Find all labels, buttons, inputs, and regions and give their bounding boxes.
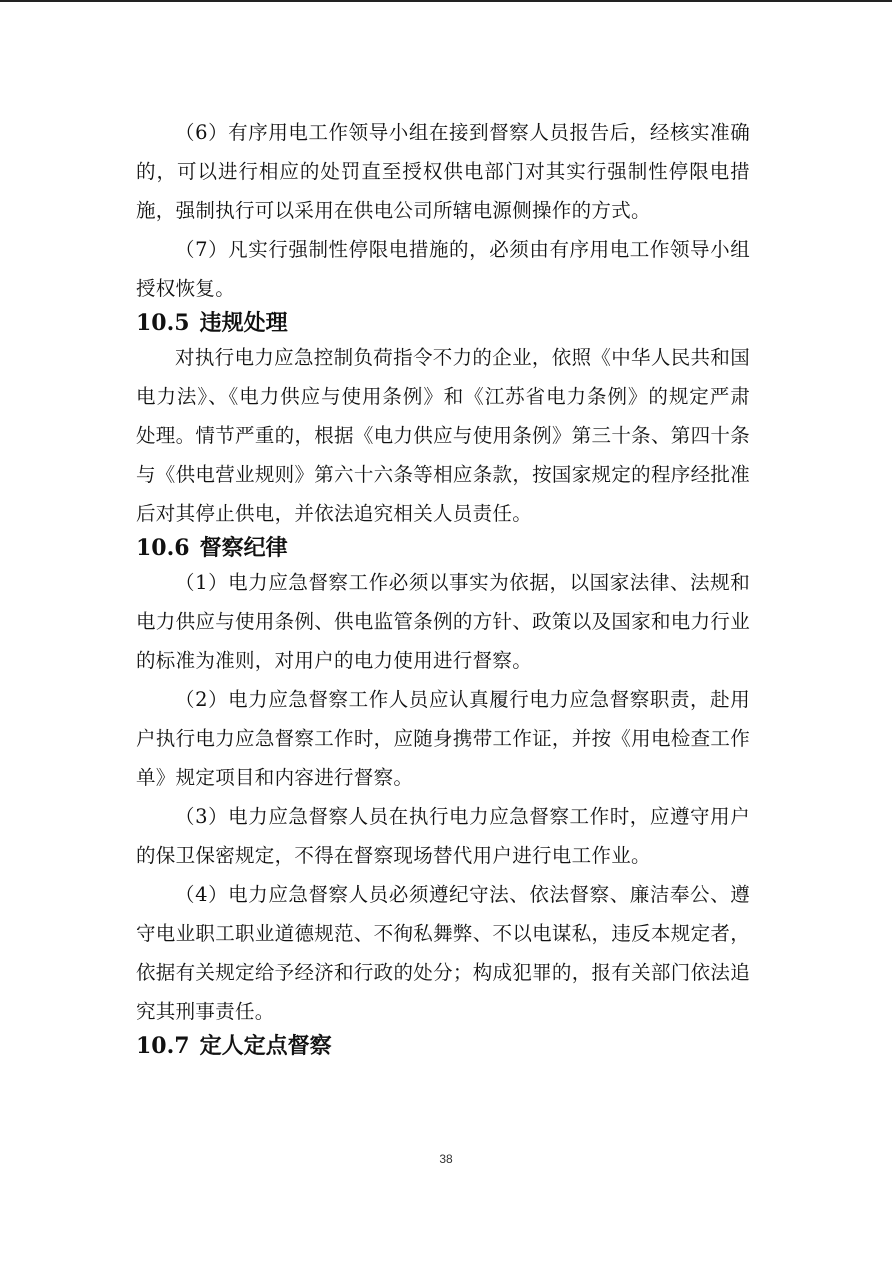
paragraph: （7）凡实行强制性停限电措施的，必须由有序用电工作领导小组授权恢复。 — [136, 238, 750, 300]
section-number: 10.6 — [136, 535, 190, 561]
section-number: 10.5 — [136, 310, 190, 336]
paragraph: 对执行电力应急控制负荷指令不力的企业，依照《中华人民共和国电力法》、《电力供应与使用条例》和《江苏省电力条例》的规定严肃处理。情节严重的，根据《电力供应与使用条例》第三十条、第四十条与《供电营业规则》第六十六条等相应条款，按国家规定的程序经批准后对其停止供电，并依法追究相关人员责任。 — [136, 346, 750, 525]
document-body — [136, 113, 750, 1061]
page-top-border — [0, 0, 892, 2]
section-heading-10-7 — [136, 1031, 750, 1061]
paragraph: （3）电力应急督察人员在执行电力应急督察工作时，应遵守用户的保卫保密规定，不得在督察现场替代用户进行电工作业。 — [136, 805, 750, 867]
section-title: 定人定点督察 — [199, 1033, 332, 1059]
section-heading-10-5 — [136, 308, 750, 338]
paragraph: （2）电力应急督察工作人员应认真履行电力应急督察职责，赴用户执行电力应急督察工作时，应随身携带工作证，并按《用电检查工作单》规定项目和内容进行督察。 — [136, 688, 750, 789]
page-number: 38 — [439, 1152, 453, 1166]
section-title: 督察纪律 — [199, 535, 288, 561]
paragraph: （6）有序用电工作领导小组在接到督察人员报告后，经核实准确的，可以进行相应的处罚直至授权供电部门对其实行强制性停限电措施，强制执行可以采用在供电公司所辖电源侧操作的方式。 — [136, 121, 750, 222]
paragraph: （1）电力应急督察工作必须以事实为依据，以国家法律、法规和电力供应与使用条例、供电监管条例的方针、政策以及国家和电力行业的标准为准则，对用户的电力使用进行督察。 — [136, 571, 750, 672]
section-number: 10.7 — [136, 1033, 190, 1059]
section-heading-10-6 — [136, 533, 750, 563]
paragraph: （4）电力应急督察人员必须遵纪守法、依法督察、廉洁奉公、遵守电业职工职业道德规范、不徇私舞弊、不以电谋私，违反本规定者，依据有关规定给予经济和行政的处分；构成犯罪的，报有关部门依法追究其刑事责任。 — [136, 883, 750, 1023]
section-title: 违规处理 — [199, 310, 288, 336]
